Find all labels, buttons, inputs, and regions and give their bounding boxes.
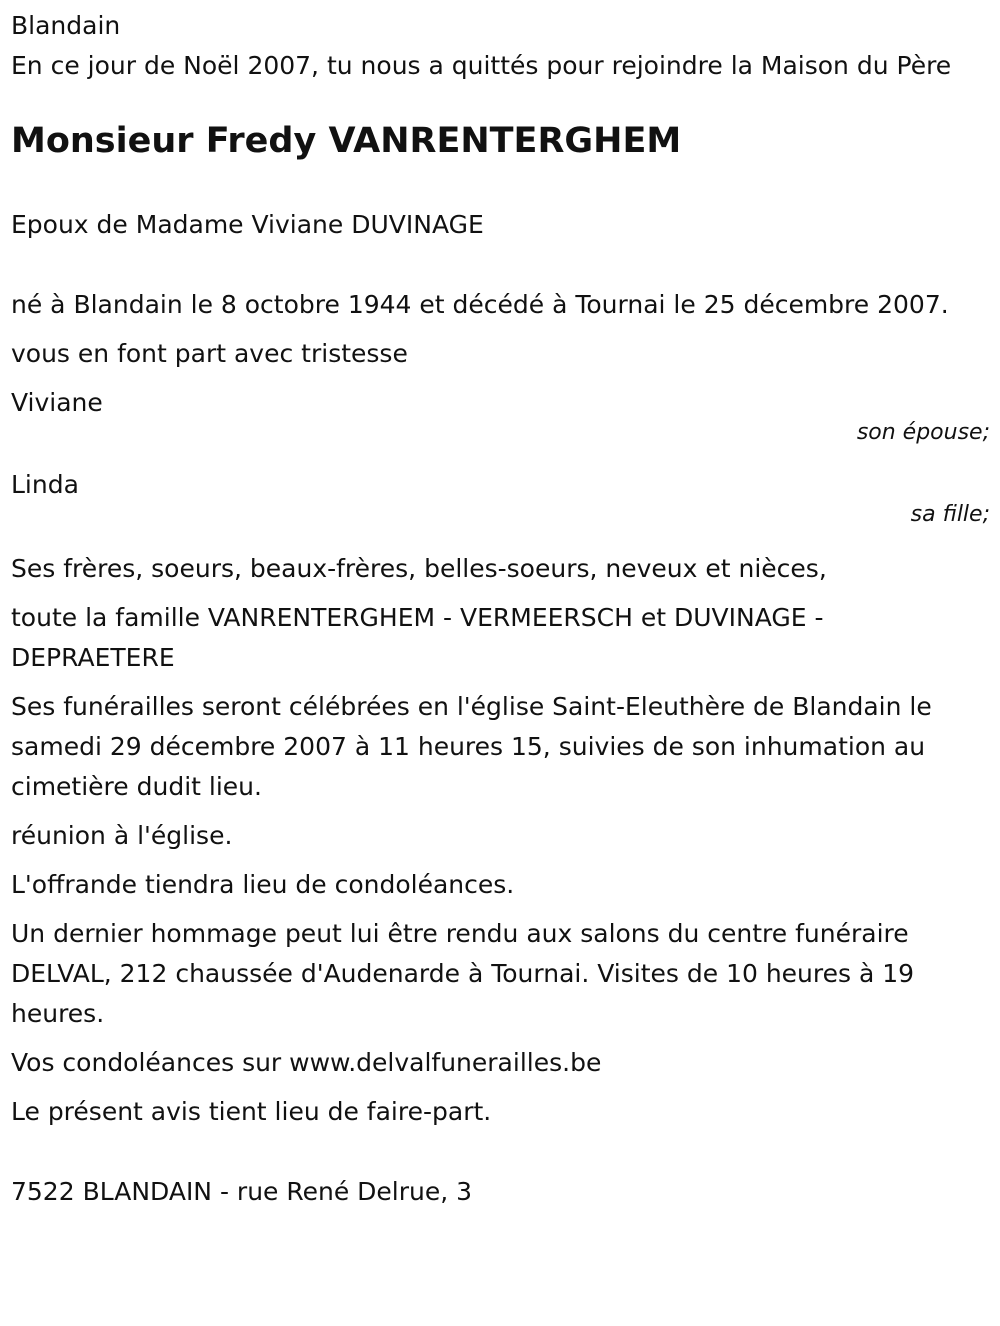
family-member-name: Viviane: [11, 388, 103, 417]
address-text: 7522 BLANDAIN - rue René Delrue, 3: [11, 1177, 473, 1206]
families-text: toute la famille VANRENTERGHEM - VERMEERSCH et DUVINAGE - DEPRAETERE: [11, 603, 824, 672]
family-member-name: Linda: [11, 470, 79, 499]
intro-text: En ce jour de Noël 2007, tu nous a quittés pour rejoindre la Maison du Père: [11, 51, 952, 80]
family-member-relation: son épouse;: [856, 420, 990, 445]
meeting-text: réunion à l'église.: [11, 821, 233, 850]
offering-text: L'offrande tiendra lieu de condoléances.: [11, 870, 515, 899]
relatives-text: Ses frères, soeurs, beaux-frères, belles-soeurs, neveux et nièces,: [11, 554, 827, 583]
deceased-name: Monsieur Fredy VANRENTERGHEM: [11, 121, 682, 161]
family-member-relation: sa fille;: [910, 502, 990, 527]
location-text: Blandain: [11, 11, 121, 40]
spouse-line: Epoux de Madame Viviane DUVINAGE: [11, 210, 484, 239]
notice-line-text: Le présent avis tient lieu de faire-part.: [11, 1097, 492, 1126]
funeral-text: Ses funérailles seront célébrées en l'église Saint-Eleuthère de Blandain le samedi 29 décembre 2007 à 11 heures 15, suivies de son inhumation au cimetière dudit lieu.: [11, 692, 932, 801]
condolences-text: Vos condoléances sur www.delvalfunerailles.be: [11, 1048, 602, 1077]
announcement-text: vous en font part avec tristesse: [11, 339, 408, 368]
birth-death-text: né à Blandain le 8 octobre 1944 et décédé à Tournai le 25 décembre 2007.: [11, 290, 949, 319]
tribute-text: Un dernier hommage peut lui être rendu aux salons du centre funéraire DELVAL, 212 chaussée d'Audenarde à Tournai. Visites de 10 heures à 19 heures.: [11, 919, 915, 1028]
